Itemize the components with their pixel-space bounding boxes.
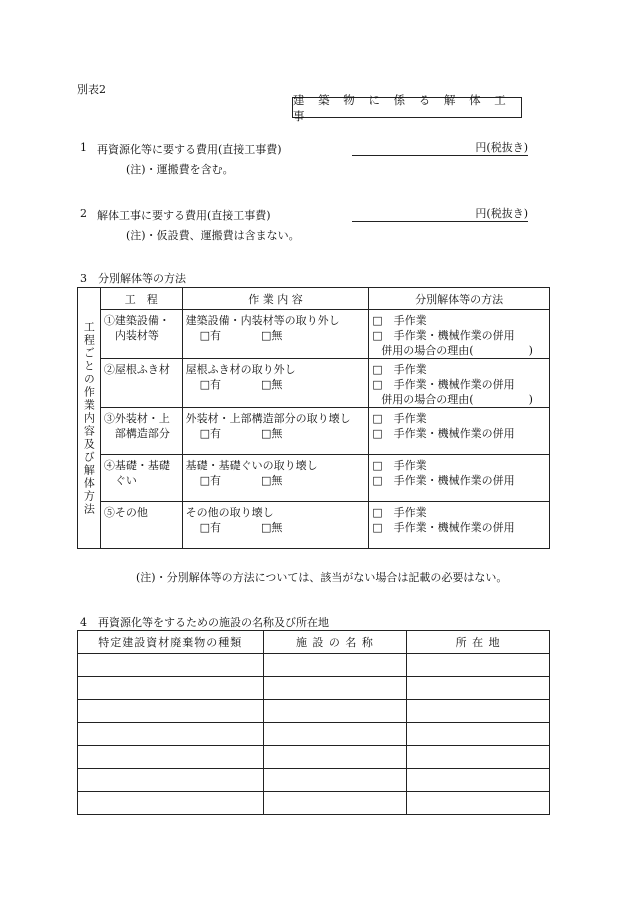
option-yes-checkbox[interactable]: □有 bbox=[199, 329, 222, 342]
method-combined-checkbox[interactable]: □ 手作業・機械作業の併用 bbox=[372, 474, 515, 487]
item-2-unit: 円(税抜き) bbox=[475, 207, 528, 220]
option-yes-checkbox[interactable]: □有 bbox=[199, 378, 222, 391]
option-yes-checkbox[interactable]: □有 bbox=[199, 427, 222, 440]
waste-type-cell[interactable] bbox=[78, 654, 264, 677]
facility-name-cell[interactable] bbox=[263, 746, 407, 769]
header-process: 工 程 bbox=[100, 288, 182, 310]
waste-type-cell[interactable] bbox=[78, 723, 264, 746]
method-manual-checkbox[interactable]: □ 手作業 bbox=[372, 459, 427, 472]
option-no-checkbox[interactable]: □無 bbox=[261, 378, 283, 391]
table-row bbox=[78, 455, 550, 502]
table-row bbox=[78, 408, 550, 455]
table-row bbox=[78, 792, 550, 815]
work-content: その他の取り壊し bbox=[185, 506, 274, 519]
table-row bbox=[78, 359, 550, 408]
item-2-number: 2 bbox=[80, 207, 87, 220]
facility-name-cell[interactable] bbox=[263, 654, 407, 677]
facility-name-cell[interactable] bbox=[263, 769, 407, 792]
waste-type-cell[interactable] bbox=[78, 677, 264, 700]
process-line: 部構造部分 bbox=[103, 427, 170, 440]
process-line: ②屋根ふき材 bbox=[103, 363, 170, 376]
location-cell[interactable] bbox=[407, 723, 550, 746]
form-title: 建 築 物 に 係 る 解 体 工 事 bbox=[292, 97, 522, 118]
waste-type-cell[interactable] bbox=[78, 700, 264, 723]
method-manual-checkbox[interactable]: □ 手作業 bbox=[372, 506, 427, 519]
table-row bbox=[78, 769, 550, 792]
process-line: 内装材等 bbox=[103, 329, 159, 342]
item-1-amount-field[interactable] bbox=[352, 139, 528, 156]
work-content: 建築設備・内装材等の取り外し bbox=[185, 314, 340, 327]
combined-reason: 併用の場合の理由( ) bbox=[381, 344, 533, 357]
work-content: 屋根ふき材の取り外し bbox=[185, 363, 296, 376]
location-cell[interactable] bbox=[407, 677, 550, 700]
table-row bbox=[78, 700, 550, 723]
waste-type-cell[interactable] bbox=[78, 746, 264, 769]
location-cell[interactable] bbox=[407, 746, 550, 769]
waste-type-cell[interactable] bbox=[78, 769, 264, 792]
option-no-checkbox[interactable]: □無 bbox=[261, 329, 283, 342]
facility-table bbox=[77, 630, 550, 815]
method-manual-checkbox[interactable]: □ 手作業 bbox=[372, 412, 427, 425]
location-cell[interactable] bbox=[407, 700, 550, 723]
facility-name-cell[interactable] bbox=[263, 723, 407, 746]
method-combined-checkbox[interactable]: □ 手作業・機械作業の併用 bbox=[372, 521, 515, 534]
table-row bbox=[78, 502, 550, 549]
facility-name-cell[interactable] bbox=[263, 700, 407, 723]
method-combined-checkbox[interactable]: □ 手作業・機械作業の併用 bbox=[372, 329, 515, 342]
item-2-note: (注)・仮設費、運搬費は含まない。 bbox=[126, 229, 300, 242]
location-cell[interactable] bbox=[407, 654, 550, 677]
process-line: ③外装材・上 bbox=[103, 412, 170, 425]
header-location: 所 在 地 bbox=[407, 631, 550, 654]
facility-name-cell[interactable] bbox=[263, 677, 407, 700]
table-row bbox=[78, 723, 550, 746]
process-line: ①建築設備・ bbox=[103, 314, 170, 327]
table-row bbox=[78, 677, 550, 700]
waste-type-cell[interactable] bbox=[78, 792, 264, 815]
facility-name-cell[interactable] bbox=[263, 792, 407, 815]
option-yes-checkbox[interactable]: □有 bbox=[199, 474, 222, 487]
form-label: 別表2 bbox=[77, 83, 106, 96]
method-manual-checkbox[interactable]: □ 手作業 bbox=[372, 314, 427, 327]
item-1-unit: 円(税抜き) bbox=[475, 141, 528, 154]
location-cell[interactable] bbox=[407, 792, 550, 815]
header-waste-type: 特定建設資材廃棄物の種類 bbox=[78, 631, 264, 654]
method-combined-checkbox[interactable]: □ 手作業・機械作業の併用 bbox=[372, 427, 515, 440]
header-method: 分別解体等の方法 bbox=[369, 288, 550, 310]
table-row bbox=[78, 746, 550, 769]
item-1-number: 1 bbox=[80, 141, 87, 154]
option-no-checkbox[interactable]: □無 bbox=[261, 521, 283, 534]
option-yes-checkbox[interactable]: □有 bbox=[199, 521, 222, 534]
table-row bbox=[78, 654, 550, 677]
vertical-label: 工程ごとの作業内容及び解体方法 bbox=[78, 288, 101, 549]
section-4-heading: 4 再資源化等をするための施設の名称及び所在地 bbox=[80, 616, 329, 629]
work-content: 基礎・基礎ぐいの取り壊し bbox=[185, 459, 318, 472]
item-1-label: 再資源化等に要する費用(直接工事費) bbox=[97, 143, 282, 156]
process-line: ⑤その他 bbox=[103, 506, 148, 519]
option-no-checkbox[interactable]: □無 bbox=[261, 474, 283, 487]
header-facility-name: 施 設 の 名 称 bbox=[263, 631, 407, 654]
header-work: 作 業 内 容 bbox=[182, 288, 369, 310]
section-3-note: (注)・分別解体等の方法については、該当がない場合は記載の必要はない。 bbox=[136, 571, 508, 584]
method-manual-checkbox[interactable]: □ 手作業 bbox=[372, 363, 427, 376]
item-1-note: (注)・運搬費を含む。 bbox=[126, 163, 234, 176]
item-2-amount-field[interactable] bbox=[352, 205, 528, 222]
process-line: ④基礎・基礎 bbox=[103, 459, 170, 472]
method-combined-checkbox[interactable]: □ 手作業・機械作業の併用 bbox=[372, 378, 515, 391]
combined-reason: 併用の場合の理由( ) bbox=[381, 393, 533, 406]
item-2-label: 解体工事に要する費用(直接工事費) bbox=[97, 209, 271, 222]
option-no-checkbox[interactable]: □無 bbox=[261, 427, 283, 440]
work-content: 外装材・上部構造部分の取り壊し bbox=[185, 412, 351, 425]
table-row bbox=[78, 310, 550, 359]
demolition-method-table bbox=[77, 287, 550, 549]
process-line: ぐい bbox=[103, 474, 137, 487]
location-cell[interactable] bbox=[407, 769, 550, 792]
section-3-heading: 3 分別解体等の方法 bbox=[80, 272, 186, 285]
